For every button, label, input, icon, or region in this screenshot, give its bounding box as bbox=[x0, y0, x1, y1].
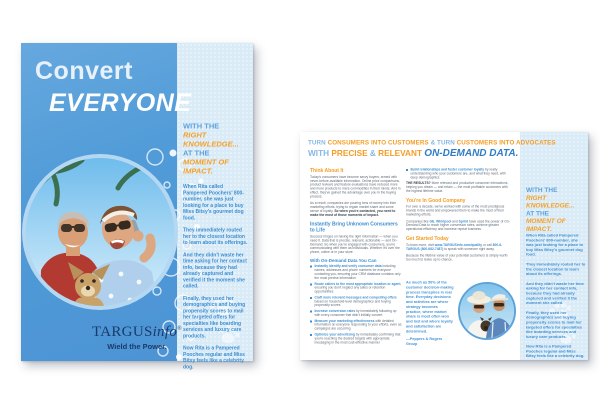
inside-kicker bbox=[526, 186, 588, 233]
bullet-lead: Route callers to the most appropriate location or agent bbox=[314, 282, 401, 286]
pull-quote bbox=[406, 280, 454, 346]
headline-line1 bbox=[308, 139, 556, 146]
kicker-moment-of-impact: MOMENT OF IMPACT. bbox=[526, 217, 566, 233]
bullet-item bbox=[310, 333, 402, 345]
cover-photo-senior-couple-with-dog bbox=[22, 154, 178, 310]
kicker-with-the: WITH THE bbox=[183, 122, 220, 131]
text-plain: Companies like bbox=[406, 219, 430, 224]
logo-caps: TARGUS bbox=[91, 324, 153, 340]
bullet-rest: by immediately following up with every consumer that didn't initially convert bbox=[314, 309, 397, 317]
cover-page bbox=[21, 43, 253, 370]
inside-column-2 bbox=[406, 168, 512, 265]
targusinfo-logo bbox=[81, 324, 193, 351]
cover-kicker bbox=[183, 122, 249, 176]
story-paragraph: When Rita called Pampered Poochers' 800-number, she was just looking for a place to buy Miss Bitsy's gourmet dog food. bbox=[526, 233, 584, 257]
heading-get-started-today: Get Started Today bbox=[406, 235, 449, 242]
brand-whirlpool: Whirlpool bbox=[436, 219, 452, 224]
logo-italic: info bbox=[152, 324, 178, 340]
bullet-lead: Instantly identify and verify consumer data bbox=[314, 264, 382, 269]
bullet-rest: based on household-level demographics and buying propensity scores bbox=[314, 299, 391, 308]
bullet-rest: by really understanding who your customers are, and what they need, with deep demographics bbox=[410, 168, 506, 180]
kicker-moment-of-impact: MOMENT OF IMPACT. bbox=[183, 158, 229, 176]
body-paragraph: Today's consumers have become savvy buyers, armed with never-before-available information. Online price comparisons, product reviews and feature evaluations have reduced more and more products to mere commodities in their minds. And in effect, they've gained the advantage over you in the buying process. bbox=[310, 175, 401, 199]
cover-title-line1: Convert bbox=[35, 57, 133, 85]
bullet-item bbox=[310, 265, 402, 281]
story-paragraph: They immediately routed her to the closest location to learn about its offerings. bbox=[526, 261, 586, 277]
story-paragraph: Finally, they used her demographics and buying propensity scores to mail her targeted offers for specialties like boarding services and luxury care products. bbox=[526, 310, 583, 339]
headline-turn: TURN bbox=[308, 139, 326, 146]
kicker-at-the: AT THE bbox=[183, 149, 210, 158]
contact-paragraph bbox=[406, 243, 512, 251]
inside-story-text bbox=[526, 233, 586, 364]
kicker-right-knowledge: RIGHT KNOWLEDGE... bbox=[526, 193, 575, 210]
inside-headline bbox=[308, 139, 556, 159]
phone-number: 800-6-TARGUS (800-682-7487) bbox=[406, 243, 503, 251]
headline-line2 bbox=[308, 147, 519, 160]
heading-instantly-bring: Instantly Bring Unknown Consumers to Life bbox=[310, 221, 398, 234]
kicker-at-the: AT THE bbox=[526, 209, 549, 217]
benefits-bullet-list bbox=[310, 265, 402, 345]
bullet-rest: by immediately confirming that you're reaching the desired targets with appropriate messaging in the most cost-effective manner bbox=[314, 332, 401, 345]
headline-precise: PRECISE bbox=[331, 149, 368, 158]
cover-title-line2: EVERYONE bbox=[49, 89, 192, 117]
headline-amp: & bbox=[369, 149, 376, 158]
logo-wordmark bbox=[81, 324, 193, 341]
cover-photo-illustration bbox=[26, 158, 174, 306]
kicker-with-the: WITH THE bbox=[526, 186, 558, 194]
headline-on-demand-data: ON-DEMAND DATA. bbox=[424, 147, 519, 159]
bullet-lead: Measure your marketing effectiveness bbox=[314, 319, 375, 323]
bullet-item bbox=[310, 319, 402, 331]
headline-relevant: RELEVANT bbox=[378, 149, 422, 158]
body-paragraph: For over a decade, we've worked with some of the most prestigious brands in the world and empowered them to make the most of their marketing efforts. bbox=[406, 205, 505, 217]
text-plain: To learn more, visit bbox=[406, 243, 435, 247]
story-paragraph: Now Rita is a Pampered Pooches regular and Miss Bitsy feels like a celebrity dog. bbox=[526, 344, 585, 359]
story-paragraph: Now Rita is a Pampered Pooches regular and Miss Bitsy feels like a celebrity dog. bbox=[183, 345, 245, 370]
text-plain: and bbox=[451, 219, 459, 224]
story-paragraph: Finally, they used her demographics and buying propensity scores to mail her targeted offers for specialties like boarding services and luxury care products. bbox=[183, 295, 246, 339]
paragraph-plain: As a result, companies are pouring tons of money into their marketing efforts, trying to regain market share and some sense of loyalty. bbox=[310, 201, 397, 213]
brand-ge: GE bbox=[429, 219, 435, 224]
story-paragraph: They immediately routed her to the closest location to learn about its offerings. bbox=[183, 227, 248, 246]
registered-mark: ® bbox=[177, 326, 182, 332]
brand-sprint: Sprint bbox=[458, 219, 469, 224]
headline-and-turn: & TURN bbox=[430, 139, 455, 146]
cover-title bbox=[35, 57, 191, 118]
story-paragraph: And they didn't waste her time asking for her contact info, because they had already captured and verified it the moment she called. bbox=[526, 281, 584, 306]
bullet-rest: including names, addresses and phone numbers for everyone contacting you, ensuring your CRM database contains only the most precise information bbox=[314, 264, 401, 280]
companies-paragraph bbox=[406, 220, 512, 232]
bullet-item bbox=[310, 282, 402, 294]
kicker-right-knowledge: RIGHT KNOWLEDGE... bbox=[183, 131, 239, 149]
bullet-rest: with detailed information on everyone responding to your efforts, even as campaigns are occurring bbox=[314, 319, 402, 331]
inside-photo-senior-couple bbox=[458, 282, 516, 340]
paragraph-bold-callout: So when you're contacted, you need to make the most of those moments of impact. bbox=[310, 209, 396, 217]
story-paragraph: And they didn't waste her time asking for her contact info, because they had already captured and verified it the moment she called. bbox=[183, 252, 247, 289]
results-lead: THE RESULTS? bbox=[406, 181, 431, 186]
quote-text: As much as 50% of the customer decision-making process transpires in real time. Everyday decisions and activities are where strategy becomes practice, where market share is most often won and lost and where loyalty and satisfaction are determined. bbox=[406, 280, 454, 334]
headline-consumers-into-customers: CONSUMERS INTO CUSTOMERS bbox=[327, 139, 429, 146]
headline-customers-into-advocates: CUSTOMERS INTO ADVOCATES bbox=[456, 139, 556, 146]
body-paragraph: Because the lifetime value of your potential customers is simply worth too much to leave up to chance. bbox=[406, 254, 508, 262]
bullet-lead: Optimize your advertising bbox=[314, 332, 355, 337]
bullet-rest: , ensuring you don't neglect any sales or retention opportunities bbox=[314, 282, 402, 294]
heading-on-demand-data-you-can: With On-Demand Data You Can bbox=[310, 257, 377, 263]
quote-attribution: —Peppers & Rogers Group bbox=[406, 336, 443, 346]
inside-column-1 bbox=[310, 168, 402, 347]
story-paragraph: When Rita called Pampered Poochers' 800-number, she was just looking for a place to buy Miss Bitsy's gourmet dog food. bbox=[183, 184, 244, 221]
benefits-bullet-list bbox=[406, 168, 512, 180]
bullet-item bbox=[310, 296, 402, 308]
bullet-lead: Increase conversion rates bbox=[314, 309, 356, 314]
text-plain: , bbox=[434, 219, 437, 224]
inside-photo-illustration bbox=[460, 284, 514, 338]
text-plain: or call bbox=[482, 243, 493, 247]
results-paragraph bbox=[406, 182, 512, 194]
body-paragraph bbox=[310, 202, 402, 218]
heading-good-company: You're In Good Company bbox=[406, 197, 466, 204]
logo-tagline: Wield the Power. bbox=[107, 342, 167, 351]
bullet-item bbox=[310, 310, 402, 318]
text-plain: have used the power of On-Demand Data to reach higher conversion rates, achieve greater operational efficiency and increase repeat business. bbox=[406, 219, 510, 232]
bullet-lead: Build relationships and foster customer loyalty bbox=[410, 168, 485, 172]
bullet-item bbox=[406, 168, 512, 180]
cover-story-text bbox=[183, 184, 248, 377]
bullet-lead: Craft more relevant messages and compelling offers bbox=[314, 295, 397, 300]
body-paragraph: Success hinges on having the right information — when you need it. Data that is precise, relevant, actionable — and On-Demand. So when you're engaged with consumers, you're communicating with them as individuals. Whether it's over the phone, online or in your store. bbox=[310, 235, 400, 255]
text-plain: to speak with someone right away. bbox=[443, 247, 495, 251]
headline-with: WITH bbox=[308, 149, 330, 158]
results-rest: More relevant and productive consumer interactions, helping you obtain — and retain — the most profitable customers with the highest lifetime value. bbox=[406, 181, 509, 193]
heading-think-about-it: Think About It bbox=[310, 168, 344, 174]
inside-page bbox=[300, 132, 588, 360]
website-url: www.TARGUSinfo.com/quality bbox=[434, 243, 483, 247]
